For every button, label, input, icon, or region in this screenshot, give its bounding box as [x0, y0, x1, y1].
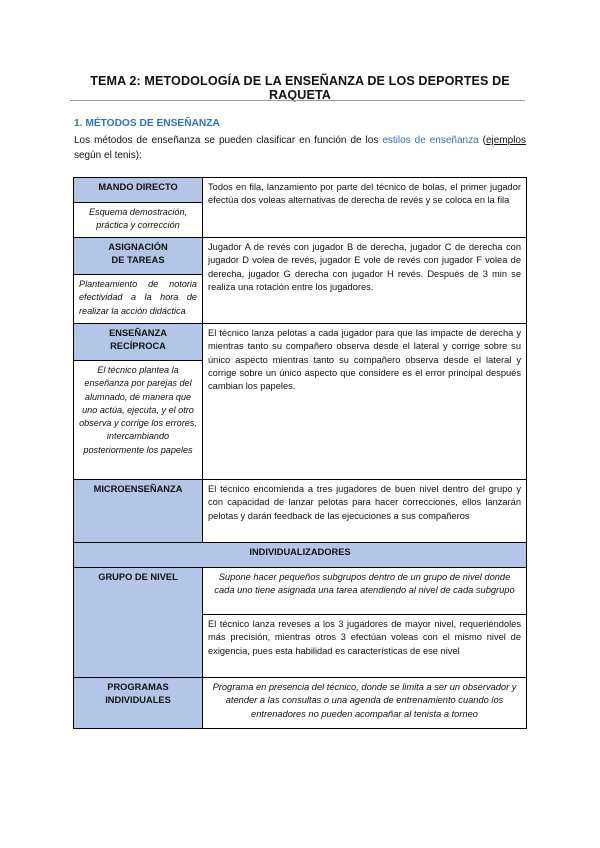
title-divider: [70, 100, 525, 101]
page-title: TEMA 2: METODOLOGÍA DE LA ENSEÑANZA DE LOS DEPORTES DE RAQUETA: [90, 74, 510, 102]
desc-grupo-nivel-italic: Supone hacer pequeños subgrupos dentro de un grupo de nivel donde cada uno tiene asignada una tarea atendiendo al nivel de cada subgrupo: [203, 568, 527, 615]
label-ensenanza-line2: RECÍPROCA: [110, 341, 166, 352]
section-heading: 1. MÉTODOS DE ENSEÑANZA: [74, 118, 220, 129]
row-mando-directo: [74, 178, 527, 203]
estilos-link[interactable]: estilos de enseñanza: [382, 135, 479, 146]
desc-mando-directo: Todos en fila, lanzamiento por parte del técnico de bolas, el primer jugador efectúa dos voleas alternativas de derecha de revés y se coloca en la fila: [203, 178, 527, 238]
desc-programas-individuales: Programa en presencia del técnico, donde se limita a ser un observador y atender a las consultas o una agenda de entrenamiento cuando los entrenadores no pueden acompañar al tenista a torneo: [203, 678, 527, 729]
label-ensenanza-reciproca: [74, 324, 203, 361]
row-grupo-nivel: [74, 568, 527, 615]
label-programas-line1: PROGRAMAS: [107, 682, 169, 692]
label-programas-individuales: [74, 678, 203, 729]
desc-microensenanza: El técnico encomienda a tres jugadores de buen nivel dentro del grupo y con capacidad de lanzar pelotas para hacer correcciones, ellos lanzarán pelotas y darán feedback de las ejecuciones a sus compañeros: [203, 480, 527, 543]
label-programas-line2: INDIVIDUALES: [105, 695, 171, 706]
desc-ensenanza-reciproca: El técnico lanza pelotas a cada jugador para que las impacte de derecha y mientras tanto su compañero observa desde el lateral y corrige sobre su único aspecto mientras tanto su compañero observa desde el lateral y corrige sobre un único aspecto que considere es el error principal después cambian los papeles.: [203, 324, 527, 480]
subtitle-ensenanza-reciproca: El técnico plantea la enseñanza por parejas del alumnado, de manera que uno actúa, ejecuta, y el otro observa y corrige los errores, intercambiando posteriormente los papeles: [74, 361, 203, 480]
band-individualizadores: INDIVIDUALIZADORES: [74, 543, 527, 568]
label-ensenanza-line1: ENSEÑANZA: [109, 328, 167, 338]
label-asignacion-line1: ASIGNACIÓN: [108, 242, 168, 252]
desc-grupo-nivel: El técnico lanza reveses a los 3 jugadores de mayor nivel, requeriéndoles más precisión, mientras otros 3 efectúan voleas con el mismo nivel de exigencia, pues esta habilidad es características de ese nivel: [203, 615, 527, 678]
subtitle-asignacion-tareas: Planteamiento de notoria efectividad a la hora de realizar la acción didáctica: [74, 275, 203, 324]
intro-text-3: según el tenis):: [74, 150, 142, 161]
row-programas-individuales: [74, 678, 527, 729]
intro-text-1: Los métodos de enseñanza se pueden clasificar en función de los: [74, 135, 383, 146]
row-ensenanza-reciproca: [74, 324, 527, 361]
subtitle-mando-directo: Esquema demostración, práctica y corrección: [74, 203, 203, 238]
label-mando-directo: MANDO DIRECTO: [74, 178, 203, 203]
label-grupo-nivel: GRUPO DE NIVEL: [74, 568, 203, 678]
row-asignacion-tareas: [74, 238, 527, 275]
intro-paragraph: [74, 133, 526, 163]
intro-text-2: (: [478, 135, 486, 146]
row-individualizadores: [74, 543, 527, 568]
row-microensenanza: [74, 480, 527, 543]
label-asignacion-line2: DE TAREAS: [111, 255, 165, 266]
label-asignacion-tareas: [74, 238, 203, 275]
methods-table: [73, 177, 527, 729]
desc-asignacion-tareas: Jugador A de revés con jugador B de derecha, jugador C de derecha con jugador D volea de revés, jugador E vole de revés con jugador F volea de derecha, jugador G derecha con jugador H revés. Después de 3 min se realiza una rotación entre los jugadores.: [203, 238, 527, 324]
label-microensenanza: MICROENSEÑANZA: [74, 480, 203, 543]
ejemplos-link[interactable]: ejemplos: [485, 135, 526, 146]
